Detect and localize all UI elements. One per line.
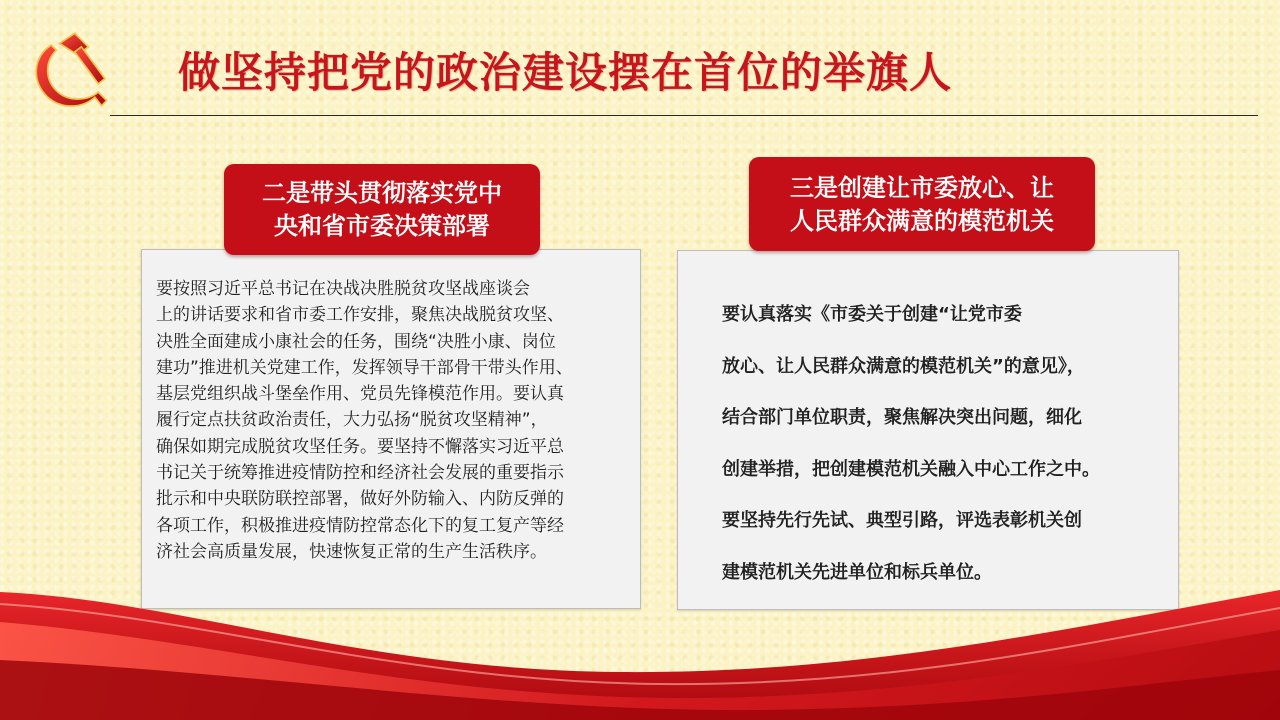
section-card-right xyxy=(677,250,1179,610)
red-ribbon-decoration xyxy=(0,560,1280,720)
section-card-left xyxy=(141,249,641,609)
section-body-right: 要认真落实《市委关于创建“让党市委 放心、让人民群众满意的模范机关”的意见》， 结合部门单位职责，聚焦解决突出问题，细化 创建举措，把创建模范机关融入中心工作之中。 要坚持先行先试、典型引路，评选表彰机关创 建模范机关先进单位和标兵单位。 xyxy=(722,304,1100,583)
section-heading-right: 三是创建让市委放心、让 人民群众满意的模范机关 xyxy=(749,157,1095,251)
page-title: 做坚持把党的政治建设摆在首位的举旗人 xyxy=(178,48,953,97)
section-body-left: 要按照习近平总书记在决战决胜脱贫攻坚战座谈会 上的讲话要求和省市委工作安排，聚焦决战脱贫攻坚、 决胜全面建成小康社会的任务，围绕“决胜小康、岗位 建功”推进机关党建工作，发挥领导干部骨干带头作用、 基层党组织战斗堡垒作用、党员先锋模范作用。要认真 履行定点扶贫政治责任，大力弘扬“脱贫攻坚精神”， 确保如期完成脱贫攻坚任务。要坚持不懈落实习近平总 书记关于统筹推进疫情防控和经济社会发展的重要指示 批示和中央联防联控部署，做好外防输入、内防反弹的 各项工作，积极推进疫情防控常态化下的复工复产等经 济社会高质量发展，快速恢复正常的生产生活秩序。 xyxy=(156,279,573,562)
section-heading-left: 二是带头贯彻落实党中 央和省市委决策部署 xyxy=(224,164,540,255)
title-divider xyxy=(110,115,1258,116)
hammer-and-sickle-icon xyxy=(26,30,110,114)
